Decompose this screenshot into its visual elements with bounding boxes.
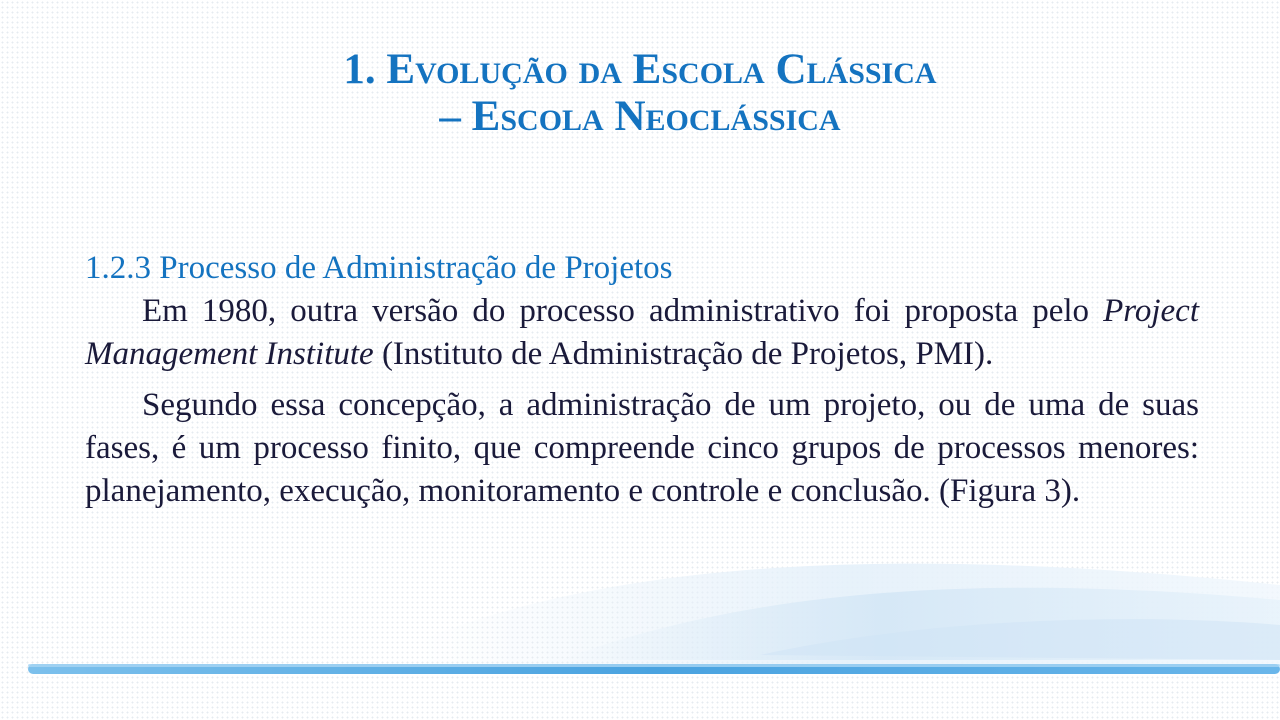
paragraph-2: Segundo essa concepção, a administração de um projeto, ou de uma de suas fases, é um processo finito, que compreende cinco grupos de processos menores: planejamento, execução, monitoramento e controle e conclusão. (Figura 3). bbox=[85, 387, 1199, 509]
paragraph-1-text-start: Em 1980, outra versão do processo administrativo foi proposta pelo bbox=[142, 293, 1104, 329]
paragraph-1-italic-term: Project Management Institute bbox=[85, 293, 1199, 372]
paragraph-1-text-end: (Instituto de Administração de Projetos, PMI). bbox=[373, 336, 994, 372]
slide-title bbox=[0, 46, 1280, 140]
section-heading: 1.2.3 Processo de Administração de Projetos bbox=[85, 250, 673, 286]
slide-content bbox=[85, 247, 1199, 521]
slide-title-line-1: 1. Evolução da Escola Clássica bbox=[343, 46, 937, 93]
paragraph-1 bbox=[85, 290, 1199, 376]
slide-title-line-2: – Escola Neoclássica bbox=[439, 93, 841, 140]
